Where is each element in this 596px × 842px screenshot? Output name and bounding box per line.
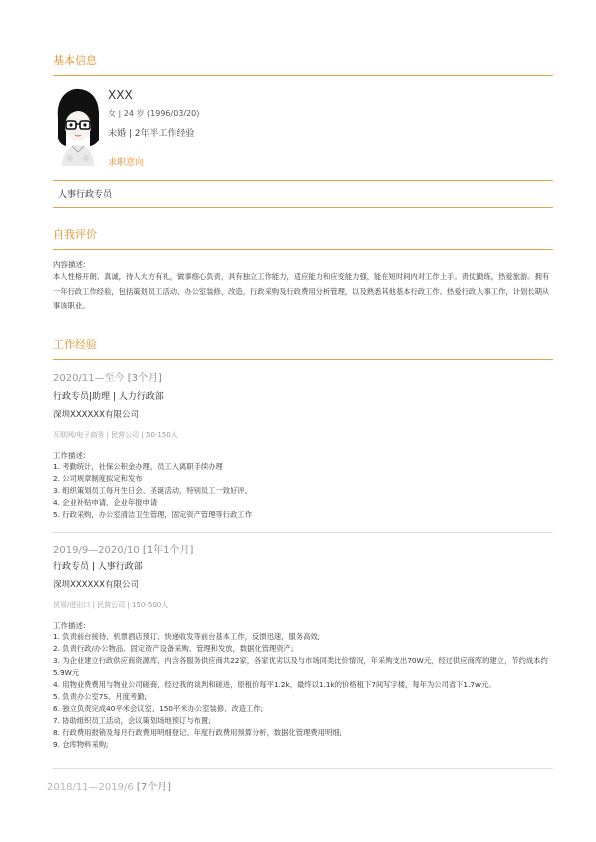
list-item: 6. 独立负责完成40平米会议室、150平米办公室装修、改造工作; <box>53 704 264 713</box>
job-desc-heading: 工作描述: <box>53 621 86 630</box>
job-date <box>47 778 171 793</box>
section-title-work-experience: 工作经验 <box>53 338 97 351</box>
job-date <box>53 369 162 384</box>
section-divider <box>53 249 553 250</box>
job-divider <box>53 768 553 769</box>
section-divider <box>53 75 553 76</box>
job-date-range: 2019/9—2020/10 <box>53 545 140 556</box>
job-intent-label: 求职意向 <box>108 158 145 168</box>
section-divider <box>53 180 553 181</box>
section-title-self-evaluation: 自我评价 <box>53 228 97 241</box>
list-item: 2. 负责行政/办公物品、固定资产设备采购、管理和发放，数据化管理资产; <box>53 644 294 653</box>
list-item: 8. 行政费用报销及每月行政费用明细登记、年度行政费用预算分析，数据化管理费用明细; <box>53 728 343 737</box>
intended-role: 人事行政专员 <box>58 190 113 200</box>
job-duration: [1年1个月] <box>142 545 194 556</box>
job-date-range: 2020/11—至今 <box>53 373 125 384</box>
list-item: 5. 行政采购，办公室清洁卫生管理，固定资产管理等行政工作 <box>53 510 252 519</box>
section-divider <box>53 359 553 360</box>
marital-experience: 未婚 | 2年半工作经验 <box>108 129 195 139</box>
job-desc-heading: 工作描述: <box>53 451 86 460</box>
list-item: 1. 考勤统计，社保公积金办理，员工入离职手续办理 <box>53 462 223 471</box>
job-meta: 互联网/电子商务 | 民营公司 | 50-150人 <box>53 431 178 439</box>
avatar <box>52 88 104 166</box>
job-company: 深圳XXXXXX有限公司 <box>53 580 139 590</box>
self-eval-heading: 内容描述: <box>53 260 86 269</box>
job-divider <box>53 532 553 533</box>
list-item: 5. 负责办公室7S、月度考勤; <box>53 692 147 701</box>
job-date <box>53 541 193 556</box>
list-item: 9. 仓库物料采购; <box>53 740 109 749</box>
candidate-name: XXX <box>108 88 133 102</box>
list-item: 1. 负责前台接待、机票酒店预订、快递收发等前台基本工作，反馈迅速，服务高效; <box>53 632 321 641</box>
list-item: 3. 为企业建立行政供应商资源库，内含各服务供应商共22家，各家优劣以及与市场同类比价情况，年采购支出70W元，经过供应商库的建立，节约成本约5.9W元 <box>53 656 548 677</box>
section-title-basic-info: 基本信息 <box>53 54 97 67</box>
job-desc-list <box>53 461 553 521</box>
list-item: 2. 公司规章制度拟定和发布 <box>53 474 143 483</box>
list-item: 4. 企业补贴申请，企业年报申请 <box>53 498 158 507</box>
list-item: 7. 协助组织员工活动，会议策划场地预订与布置; <box>53 716 211 725</box>
job-title: 行政专员 | 人事行政部 <box>53 562 143 572</box>
list-item: 4. 用物业费费用与物业公司磋商，经过我的谈判和磋进，原租价每平1.2k，最终以1.1k的价格租下7间写字楼，每年为公司省下1.7w元。 <box>53 680 496 689</box>
job-duration: [3个月] <box>127 373 162 384</box>
gender-age: 女 | 24 岁 (1996/03/20) <box>108 109 200 118</box>
section-divider <box>53 207 553 208</box>
list-item: 3. 组织策划员工每月生日会、圣诞活动，特别员工一致好评。 <box>53 486 252 495</box>
job-duration: [7个月] <box>136 782 172 793</box>
job-meta: 贸易/进出口 | 民营公司 | 150-500人 <box>53 601 169 609</box>
job-desc-list <box>53 631 553 751</box>
job-title: 行政专员|助理 | 人力行政部 <box>53 392 164 402</box>
job-company: 深圳XXXXXX有限公司 <box>53 410 139 420</box>
job-date-range: 2018/11—2019/6 <box>47 782 134 793</box>
self-eval-text: 本人性格开朗、真诚，待人大方有礼，做事细心负责，具有独立工作能力，适应能力和应变能力强，能在短时间内对工作上手。责仗勤练，热爱旅游。拥有一年行政工作经验，包括策划员工活动、办公室装修、改造，行政采购及行政费用分析管理，以及熟悉其他基本行政工作。热爱行政人事工作，计划长期从事该职业。 <box>53 272 550 310</box>
